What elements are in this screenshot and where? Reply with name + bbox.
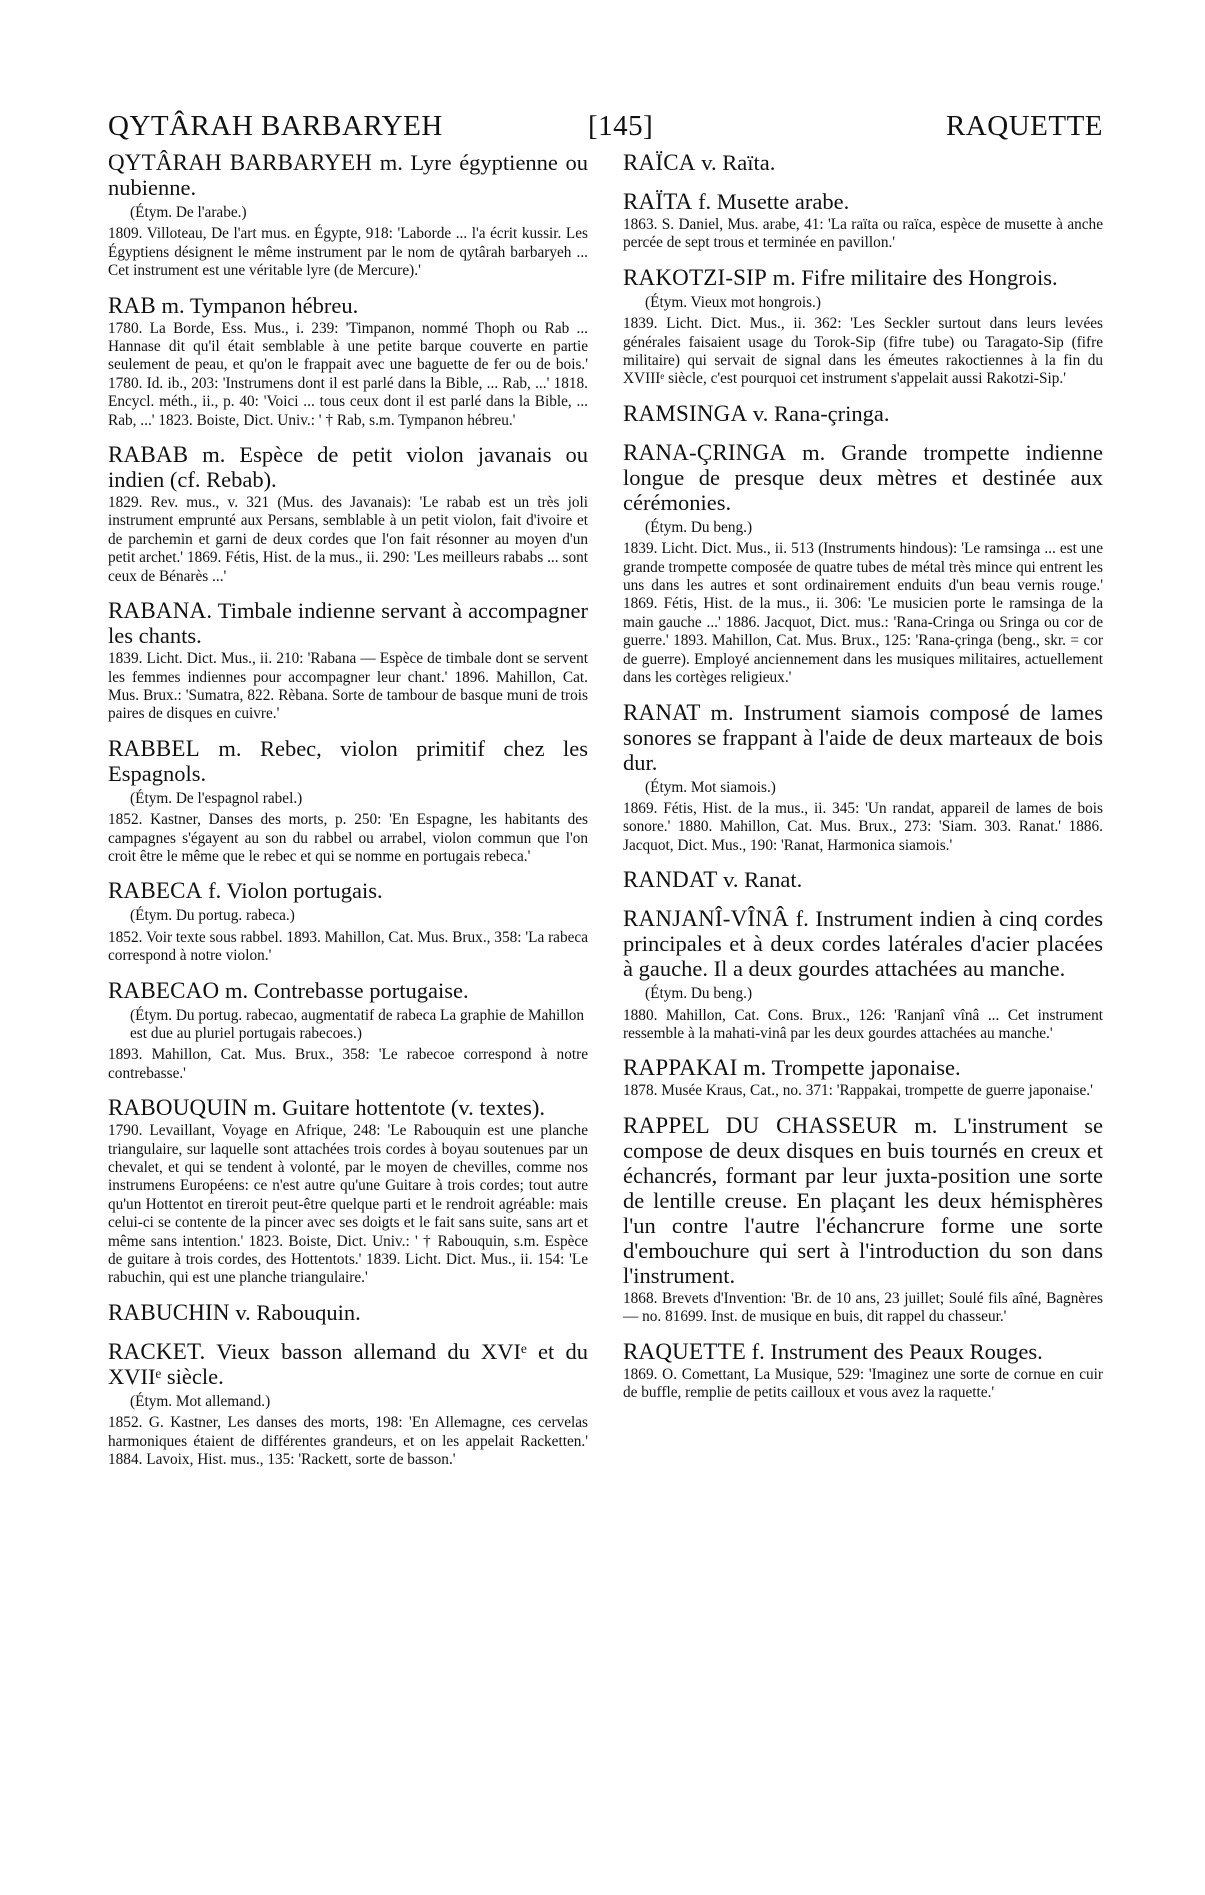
dictionary-entry — [623, 906, 1103, 1043]
entry-head — [108, 293, 588, 318]
entry-head — [108, 978, 588, 1003]
dictionary-entry — [108, 293, 588, 430]
running-head — [108, 110, 1103, 150]
citation: 1852. Kastner, Danses des morts, p. 250: 'En Espagne, les habitants des campagnes s'égayent au son du rabbel ou arrabel, violon commun que l'on croit être le même que le rebec et qui se nomme en portugais rebeca.' — [108, 811, 588, 865]
headword: RANAT — [623, 699, 701, 725]
dictionary-entry — [108, 1300, 588, 1325]
headword: RABANA. — [108, 598, 213, 624]
definition: m. Instrument siamois composé de lames sonores se frappant à l'aide de deux marteaux de bois dur. — [623, 699, 1103, 775]
entry-head — [623, 1113, 1103, 1288]
definition: m. L'instrument se compose de deux disques en buis tournés en creux et échancrés, formant par leur juxta-position une sorte de lentille creuse. En plaçant les deux hémisphères l'un contre l'autre l'échancrure forme une sorte d'embouchure qui sert à l'introduction du son dans l'instrument. — [623, 1112, 1103, 1288]
citation: 1839. Licht. Dict. Mus., ii. 513 (Instruments hindous): 'Le ramsinga ... est une grande trompette composée de quatre tubes de métal très mince qui entrent les uns dans les autres et sont ordinairement enduits d'un beau vernis rouge.' 1869. Fétis, Hist. de la mus., ii. 306: 'Le musicien porte le ramsinga de la main gauche ...' 1886. Jacquot, Dict. mus.: 'Rana-Cringa ou Sringa ou cor de guerre.' 1893. Mahillon, Cat. Mus. Brux., 125: 'Rana-çringa (beng., skr. = cor de guerre). Employé anciennement dans les musiques militaires, actuellement dans les cortèges religieux.' — [623, 540, 1103, 687]
dictionary-entry — [108, 878, 588, 965]
citation: 1852. G. Kastner, Les danses des morts, 198: 'En Allemagne, ces cervelas harmoniques étaient de différentes grandeurs, et on les appelait Racketten.' 1884. Lavoix, Hist. mus., 135: 'Rackett, sorte de basson.' — [108, 1414, 588, 1469]
definition: m. Tympanon hébreu. — [155, 292, 359, 318]
definition: m. Fifre militaire des Hongrois. — [767, 264, 1058, 290]
dictionary-entry — [623, 440, 1103, 688]
definition: v. Raïta. — [695, 150, 776, 175]
headword: RANJANÎ-VÎNÂ — [623, 906, 789, 932]
headword: RABECA — [108, 878, 203, 904]
headword: RAÏCA — [623, 150, 696, 175]
citation: 1863. S. Daniel, Mus. arabe, 41: 'La raïta ou raïca, espèce de musette à anche percée de sept trous et terminée en pavillon.' — [623, 216, 1103, 252]
running-head-right: RAQUETTE — [945, 110, 1103, 142]
headword: RAQUETTE — [623, 1338, 746, 1364]
dictionary-entry — [623, 265, 1103, 389]
citation: 1829. Rev. mus., v. 321 (Mus. des Javanais): 'Le rabab est un très joli instrument emprunté aux Persans, semblable à un petit violon, fait d'ivoire et de parchemin et garni de deux cordes que l'on fait résonner au moyen d'un petit archet.' 1869. Fétis, Hist. de la mus., ii. 290: 'Les meilleurs rababs ... sont ceux de Bénarès ...' — [108, 494, 588, 585]
etymology: (Étym. Du portug. rabeca.) — [130, 907, 295, 925]
definition: m. Guitare hottentote (v. textes). — [247, 1095, 546, 1121]
citation: 1809. Villoteau, De l'art mus. en Égypte, 918: 'Laborde ... l'a écrit kussir. Les Égyptiens désignent le même instrument par le nom de qytârah barbaryeh ... Cet instrument est une véritable lyre (de Mercure).' — [108, 225, 588, 280]
dictionary-entry — [623, 1055, 1103, 1100]
definition: f. Instrument indien à cinq cordes principales et à deux cordes latérales d'acier placées à gauche. Il a deux gourdes attachées au manche. — [623, 906, 1103, 982]
citation: 1868. Brevets d'Invention: 'Br. de 10 ans, 23 juillet; Soulé fils aîné, Bagnères — no. 81699. Inst. de musique en buis, dit rappel du chasseur.' — [623, 1289, 1103, 1326]
entry-head — [108, 1095, 588, 1120]
definition: m. Trompette japonaise. — [737, 1055, 961, 1081]
headword: RABECAO — [108, 977, 220, 1003]
definition: Timbale indienne servant à accompagner les chants. — [108, 598, 588, 649]
etymology: (Étym. De l'espagnol rabel.) — [130, 789, 303, 807]
etymology: (Étym. De l'arabe.) — [130, 204, 247, 221]
entry-head — [108, 150, 588, 200]
entry-head — [623, 867, 1103, 892]
headword: RABAB — [108, 442, 189, 468]
entry-head — [623, 401, 1103, 426]
headword: RANA-ÇRINGA — [623, 439, 787, 465]
dictionary-entry — [108, 736, 588, 867]
headword: RAB — [108, 292, 156, 318]
dictionary-entry — [108, 978, 588, 1084]
etymology: (Étym. Mot allemand.) — [130, 1392, 271, 1410]
running-head-left: QYTÂRAH BARBARYEH — [108, 110, 443, 142]
headword: RAKOTZI-SIP — [623, 264, 768, 290]
definition: m. Contrebasse portugaise. — [219, 977, 469, 1003]
headword: RANDAT — [623, 867, 718, 893]
headword: RAPPAKAI — [623, 1055, 738, 1081]
headword: RACKET. — [108, 1338, 206, 1364]
entry-head — [623, 700, 1103, 775]
entry-head — [623, 1055, 1103, 1080]
etymology: (Étym. Du portug. rabecao, augmentatif de rabeca La graphie de Mahillon est due au pluriel portugais rabecoes.) — [130, 1006, 585, 1042]
definition: f. Musette arabe. — [692, 189, 850, 214]
dictionary-entry — [623, 1113, 1103, 1327]
citation: 1839. Licht. Dict. Mus., ii. 362: 'Les Seckler surtout dans leurs levées générales faisaient usage du Torok-Sip (fifre tube) ou Taragato-Sip (fifre militaire) qui servait de signal dans les émeutes rakoctiennes à la fin du XVIIIᵉ siècle, c'est pourquoi cet instrument s'appelait aussi Rakotzi-Sip.' — [623, 315, 1103, 388]
right-column — [623, 150, 1103, 1414]
entry-head — [108, 442, 588, 492]
etymology: (Étym. Du beng.) — [645, 518, 753, 536]
citation: 1869. Fétis, Hist. de la mus., ii. 345: 'Un randat, appareil de lames de bois sonore.' 1880. Mahillon, Cat. Mus. Brux., 273: 'Siam. 303. Ranat.' 1886. Jacquot, Dict. Mus., 190: 'Ranat, Harmonica siamois.' — [623, 799, 1103, 854]
etymology: (Étym. Vieux mot hongrois.) — [645, 293, 821, 311]
headword: RABUCHIN — [108, 1299, 230, 1325]
definition: f. Violon portugais. — [202, 878, 383, 904]
dictionary-entry — [623, 401, 1103, 426]
dictionary-entry — [108, 598, 588, 724]
definition: m. Grande trompette indienne longue de presque deux mètres et destinée aux cérémonies. — [623, 439, 1103, 515]
headword: QYTÂRAH BARBARYEH — [108, 150, 373, 175]
definition: v. Rabouquin. — [229, 1299, 361, 1325]
headword: RAMSINGA — [623, 400, 748, 426]
entry-head — [623, 265, 1103, 290]
entry-head — [623, 1339, 1103, 1364]
headword: RAÏTA — [623, 189, 693, 214]
citation: 1893. Mahillon, Cat. Mus. Brux., 358: 'Le rabecoe correspond à notre contrebasse.' — [108, 1046, 588, 1082]
entry-head — [623, 906, 1103, 981]
etymology: (Étym. Mot siamois.) — [645, 778, 776, 796]
headword: RABOUQUIN — [108, 1095, 248, 1121]
citation: 1780. La Borde, Ess. Mus., i. 239: 'Timpanon, nommé Thoph ou Rab ... Hannase dit qu'il était semblable à une petite barque couverte en partie seulement de peau, et qu'on le frappait avec une baguette de fer ou de bois.' 1780. Id. ib., 203: 'Instrumens dont il est parlé dans la Bible, ... Rab, ...' 1818. Encycl. méth., ii., p. 40: 'Voici ... tous ceux dont il est parlé dans la Bible, ... Rab, ...' 1823. Boiste, Dict. Univ.: ' † Rab, s.m. Tympanon hébreu.' — [108, 319, 588, 429]
headword: RABBEL — [108, 735, 200, 761]
dictionary-entry — [108, 1095, 588, 1288]
entry-head — [623, 150, 1103, 175]
entry-head — [108, 1300, 588, 1325]
left-column — [108, 150, 588, 1481]
etymology: (Étym. Du beng.) — [645, 985, 753, 1003]
dictionary-entry — [623, 700, 1103, 856]
entry-head — [623, 440, 1103, 515]
definition: m. Lyre égyptienne ou nubienne. — [108, 150, 588, 200]
entry-head — [108, 598, 588, 648]
definition: Vieux basson allemand du XVIᵉ et du XVIIᵉ siècle. — [108, 1338, 588, 1389]
definition: m. Espèce de petit violon javanais ou indien (cf. Rebab). — [108, 442, 588, 493]
citation: 1839. Licht. Dict. Mus., ii. 210: 'Rabana — Espèce de timbale dont se servent les femmes indiennes pour accompagner leur chant.' 1896. Mahillon, Cat. Mus. Brux.: 'Sumatra, 822. Rèbana. Sorte de tambour de basque muni de trois paires de disques en cuivre.' — [108, 650, 588, 723]
definition: m. Rebec, violon primitif chez les Espagnols. — [108, 735, 588, 786]
dictionary-entry — [108, 1339, 588, 1470]
citation: 1790. Levaillant, Voyage en Afrique, 248: 'Le Rabouquin est une planche triangulaire, sur laquelle sont attachées trois cordes à boyau soutenues par un chevalet, et qui se tendent à volonté, par le moyen de chevilles, comme nos instrumens Européens: ce n'est autre qu'une Guitare à trois cordes; tout autre qu'un Hottentot en tireroit peut-être quelque parti et le rendroit agréable: mais celui-ci se contente de la pincer avec ses doigts et le fait sans suite, sans art et même sans intention.' 1823. Boiste, Dict. Univ.: ' † Rabouquin, s.m. Espèce de guitare à trois cordes, des Hottentots.' 1839. Licht. Dict. Mus., ii. 154: 'Le rabuchin, qui est une planche triangulaire.' — [108, 1122, 588, 1287]
dictionary-entry — [623, 1339, 1103, 1403]
dictionary-entry — [623, 150, 1103, 175]
entry-head — [108, 1339, 588, 1389]
entry-head — [108, 736, 588, 786]
definition: v. Rana-çringa. — [747, 400, 890, 426]
headword: RAPPEL DU CHASSEUR — [623, 1112, 898, 1138]
dictionary-entry — [623, 189, 1103, 253]
citation: 1878. Musée Kraus, Cat., no. 371: 'Rappakai, trompette de guerre japonaise.' — [623, 1082, 1093, 1100]
entry-head — [623, 189, 1103, 214]
citation: 1869. O. Comettant, La Musique, 529: 'Imaginez une sorte de cornue en cuir de buffle, remplie de petits cailloux et vous avez la raquette.' — [623, 1365, 1103, 1401]
page-number: [145] — [588, 110, 654, 142]
dictionary-entry — [108, 442, 588, 586]
citation: 1852. Voir texte sous rabbel. 1893. Mahillon, Cat. Mus. Brux., 358: 'La rabeca correspond à notre violon.' — [108, 928, 588, 965]
definition: v. Ranat. — [717, 867, 803, 893]
dictionary-entry — [623, 867, 1103, 892]
definition: f. Instrument des Peaux Rouges. — [745, 1338, 1043, 1364]
dictionary-entry — [108, 150, 588, 281]
citation: 1880. Mahillon, Cat. Cons. Brux., 126: 'Ranjanî vînâ ... Cet instrument ressemble à la mahati-vinâ par les deux gourdes attachées au manche.' — [623, 1006, 1103, 1042]
entry-head — [108, 878, 588, 903]
